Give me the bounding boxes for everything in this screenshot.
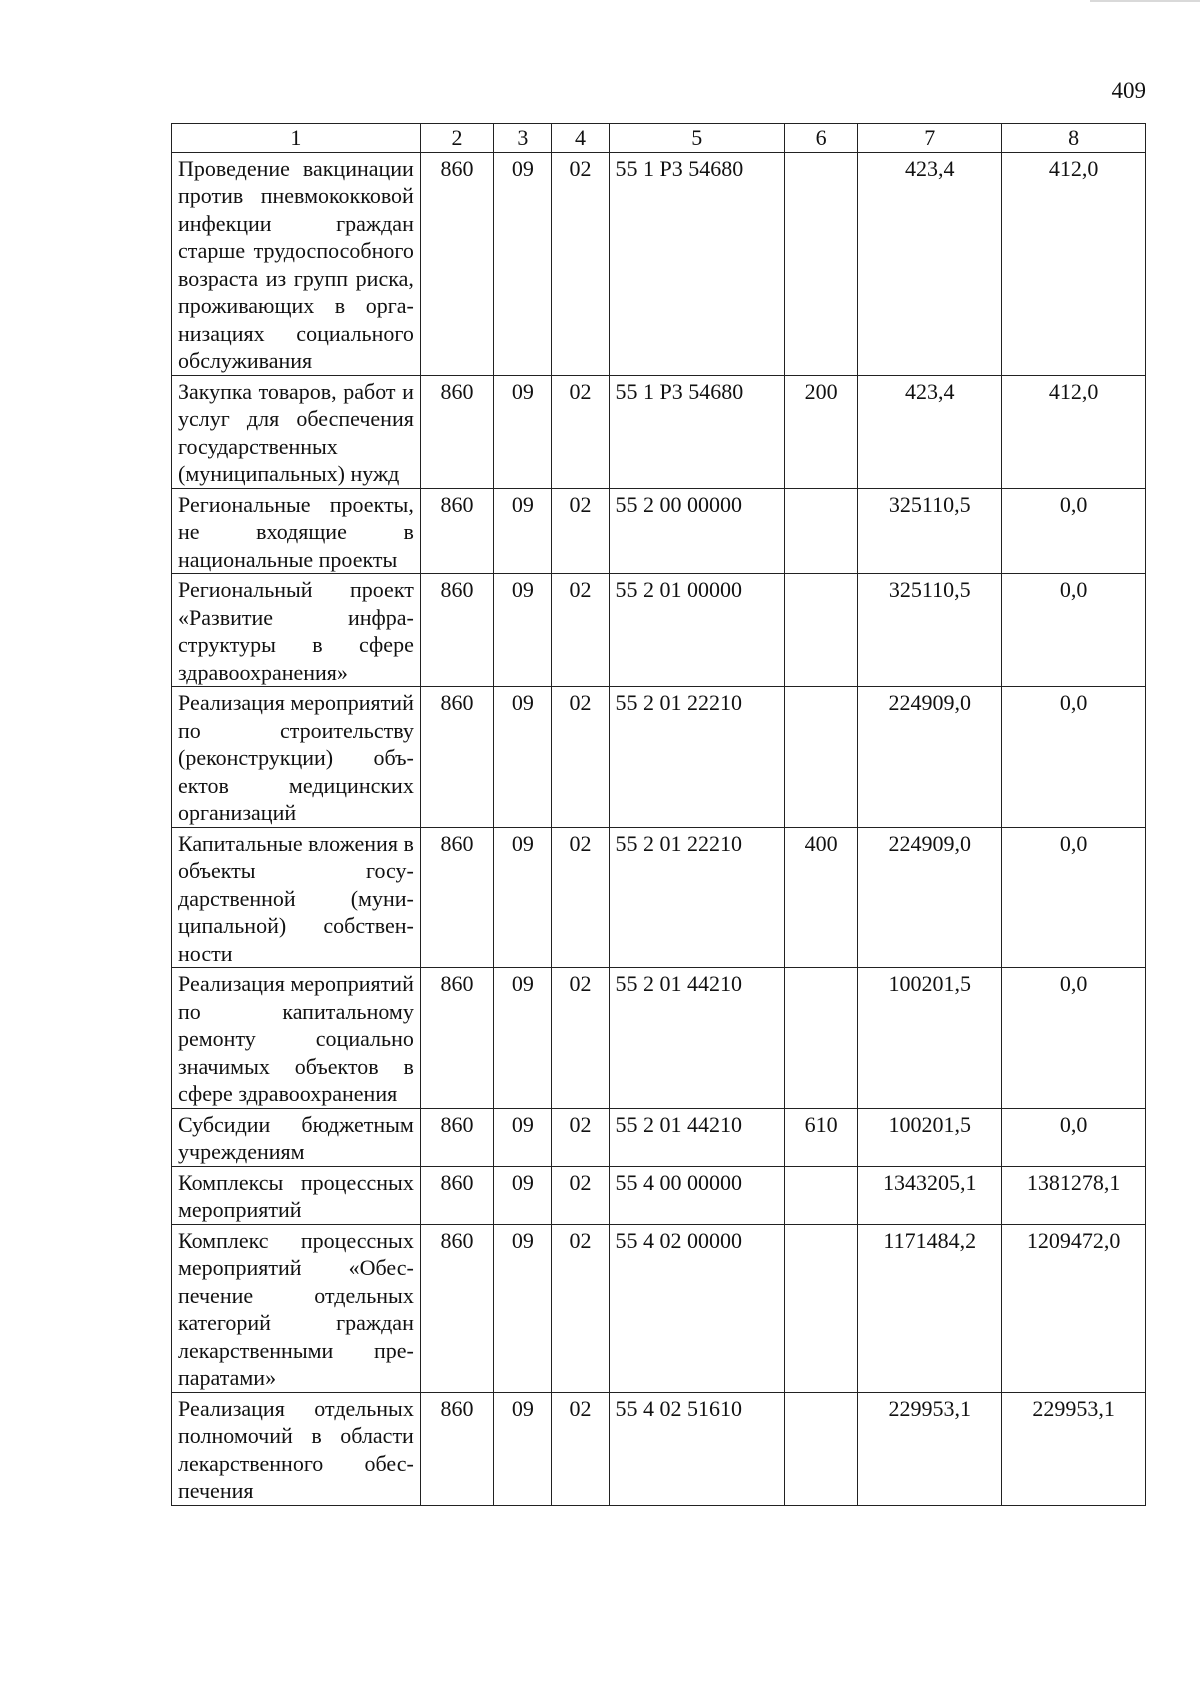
table-row: [172, 152, 1146, 375]
amount-year1-cell: 423,4: [858, 375, 1002, 488]
subsection-code-cell: 02: [552, 968, 609, 1109]
target-article-cell: 55 2 01 00000: [609, 574, 784, 687]
subsection-code-cell: 02: [552, 1224, 609, 1392]
target-article-cell: 55 1 Р3 54680: [609, 375, 784, 488]
amount-year2-cell: 229953,1: [1002, 1392, 1146, 1505]
amount-year2-cell: 1209472,0: [1002, 1224, 1146, 1392]
table-row: [172, 1392, 1146, 1505]
table-row: [172, 1166, 1146, 1224]
section-code-cell: 09: [494, 488, 552, 574]
target-article-cell: 55 2 01 44210: [609, 968, 784, 1109]
expense-type-cell: [784, 1392, 857, 1505]
section-code-cell: 09: [494, 968, 552, 1109]
expense-type-cell: [784, 574, 857, 687]
target-article-cell: 55 4 02 00000: [609, 1224, 784, 1392]
subsection-code-cell: 02: [552, 152, 609, 375]
amount-year1-cell: 100201,5: [858, 1108, 1002, 1166]
amount-year2-cell: 1381278,1: [1002, 1166, 1146, 1224]
table-row: [172, 687, 1146, 828]
target-article-cell: 55 2 00 00000: [609, 488, 784, 574]
page-edge-line: [1090, 0, 1200, 2]
amount-year2-cell: 412,0: [1002, 152, 1146, 375]
target-article-cell: 55 2 01 44210: [609, 1108, 784, 1166]
amount-year2-cell: 0,0: [1002, 1108, 1146, 1166]
expense-type-cell: [784, 687, 857, 828]
item-name-cell: Реализация мероприятий по строительству (реконструкции) объектов медицинских организаций: [172, 687, 421, 828]
amount-year1-cell: 1171484,2: [858, 1224, 1002, 1392]
expense-type-cell: [784, 152, 857, 375]
amount-year1-cell: 100201,5: [858, 968, 1002, 1109]
subsection-code-cell: 02: [552, 687, 609, 828]
ministry-code-cell: 860: [420, 488, 493, 574]
amount-year1-cell: 224909,0: [858, 687, 1002, 828]
section-code-cell: 09: [494, 827, 552, 968]
table-row: [172, 1108, 1146, 1166]
column-header: 5: [609, 124, 784, 153]
ministry-code-cell: 860: [420, 375, 493, 488]
expense-type-cell: [784, 968, 857, 1109]
table-row: [172, 1224, 1146, 1392]
amount-year1-cell: 229953,1: [858, 1392, 1002, 1505]
item-name-cell: Проведение вакцинации против пневмококковой инфекции граждан старше трудоспособного возраста из групп риска, проживающих в организациях социального обслуживания: [172, 152, 421, 375]
column-header: 2: [420, 124, 493, 153]
table-row: [172, 488, 1146, 574]
subsection-code-cell: 02: [552, 1108, 609, 1166]
table-row: [172, 375, 1146, 488]
column-header: 3: [494, 124, 552, 153]
ministry-code-cell: 860: [420, 1392, 493, 1505]
subsection-code-cell: 02: [552, 1392, 609, 1505]
table-body: [172, 152, 1146, 1505]
item-name-cell: Региональный проект «Развитие инфраструктуры в сфере здравоохранения»: [172, 574, 421, 687]
ministry-code-cell: 860: [420, 152, 493, 375]
section-code-cell: 09: [494, 687, 552, 828]
item-name-cell: Реализация мероприятий по капитальному ремонту социально значимых объектов в сфере здравоохранения: [172, 968, 421, 1109]
table-row: [172, 968, 1146, 1109]
item-name-cell: Комплексы процессных мероприятий: [172, 1166, 421, 1224]
amount-year2-cell: 0,0: [1002, 574, 1146, 687]
section-code-cell: 09: [494, 152, 552, 375]
amount-year1-cell: 325110,5: [858, 574, 1002, 687]
item-name-cell: Региональные проекты, не входящие в национальные проекты: [172, 488, 421, 574]
expense-type-cell: 400: [784, 827, 857, 968]
ministry-code-cell: 860: [420, 687, 493, 828]
target-article-cell: 55 4 02 51610: [609, 1392, 784, 1505]
amount-year2-cell: 0,0: [1002, 827, 1146, 968]
amount-year2-cell: 0,0: [1002, 687, 1146, 828]
target-article-cell: 55 4 00 00000: [609, 1166, 784, 1224]
amount-year1-cell: 423,4: [858, 152, 1002, 375]
expense-type-cell: [784, 1224, 857, 1392]
header-row: [172, 124, 1146, 153]
amount-year2-cell: 412,0: [1002, 375, 1146, 488]
budget-table: [171, 123, 1146, 1506]
amount-year1-cell: 1343205,1: [858, 1166, 1002, 1224]
ministry-code-cell: 860: [420, 574, 493, 687]
ministry-code-cell: 860: [420, 827, 493, 968]
expense-type-cell: [784, 1166, 857, 1224]
section-code-cell: 09: [494, 1392, 552, 1505]
column-header: 6: [784, 124, 857, 153]
ministry-code-cell: 860: [420, 1166, 493, 1224]
table-row: [172, 827, 1146, 968]
item-name-cell: Субсидии бюджетным учреждениям: [172, 1108, 421, 1166]
ministry-code-cell: 860: [420, 1108, 493, 1166]
item-name-cell: Реализация отдельных полномочий в области лекарственного обеспечения: [172, 1392, 421, 1505]
expense-type-cell: [784, 488, 857, 574]
amount-year1-cell: 325110,5: [858, 488, 1002, 574]
column-header: 8: [1002, 124, 1146, 153]
amount-year2-cell: 0,0: [1002, 968, 1146, 1109]
subsection-code-cell: 02: [552, 827, 609, 968]
column-header: 4: [552, 124, 609, 153]
column-header: 7: [858, 124, 1002, 153]
section-code-cell: 09: [494, 574, 552, 687]
item-name-cell: Капитальные вложения в объекты государственной (муниципальной) собственности: [172, 827, 421, 968]
subsection-code-cell: 02: [552, 488, 609, 574]
target-article-cell: 55 1 Р3 54680: [609, 152, 784, 375]
target-article-cell: 55 2 01 22210: [609, 827, 784, 968]
item-name-cell: Закупка товаров, работ и услуг для обеспечения государственных (муниципальных) нужд: [172, 375, 421, 488]
page-number: 409: [1111, 78, 1146, 103]
subsection-code-cell: 02: [552, 375, 609, 488]
ministry-code-cell: 860: [420, 1224, 493, 1392]
item-name-cell: Комплекс процессных мероприятий «Обеспечение отдельных категорий граждан лекарственными препаратами»: [172, 1224, 421, 1392]
subsection-code-cell: 02: [552, 1166, 609, 1224]
amount-year2-cell: 0,0: [1002, 488, 1146, 574]
expense-type-cell: 200: [784, 375, 857, 488]
ministry-code-cell: 860: [420, 968, 493, 1109]
section-code-cell: 09: [494, 1166, 552, 1224]
table-row: [172, 574, 1146, 687]
column-header: 1: [172, 124, 421, 153]
section-code-cell: 09: [494, 1108, 552, 1166]
expense-type-cell: 610: [784, 1108, 857, 1166]
section-code-cell: 09: [494, 375, 552, 488]
amount-year1-cell: 224909,0: [858, 827, 1002, 968]
target-article-cell: 55 2 01 22210: [609, 687, 784, 828]
subsection-code-cell: 02: [552, 574, 609, 687]
section-code-cell: 09: [494, 1224, 552, 1392]
